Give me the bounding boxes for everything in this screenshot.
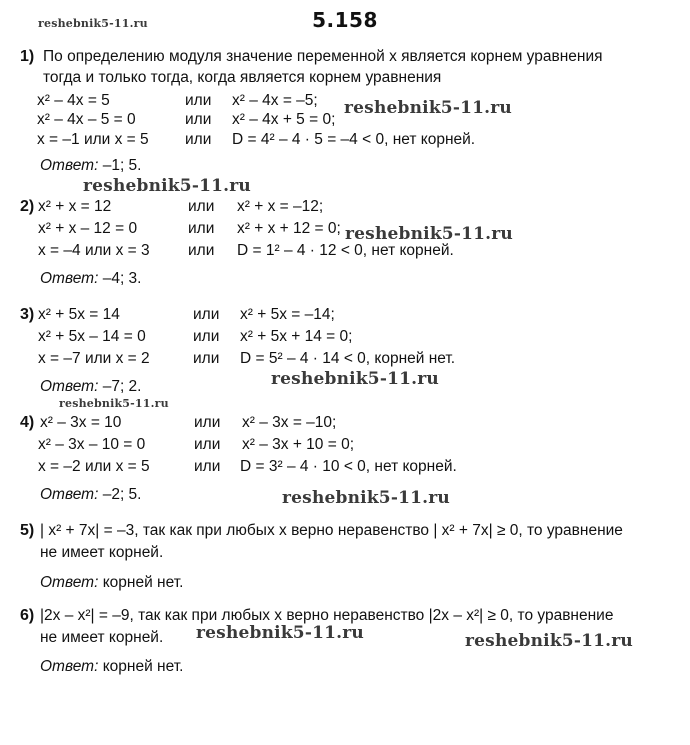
item-number: 6) [20, 607, 35, 624]
roots: x = –7 или x = 2 [38, 350, 150, 367]
problem-number: 5.158 [312, 8, 378, 32]
answer-label: Ответ: [40, 270, 99, 287]
equation: x² + 5x = 14 [38, 306, 120, 323]
answer-line [40, 486, 141, 504]
equation: x² – 4x + 5 = 0; [232, 111, 336, 128]
statement-line: не имеет корней. [40, 629, 164, 646]
item-number: 5) [20, 522, 35, 539]
watermark: reshebnik5-11.ru [344, 98, 512, 118]
watermark: reshebnik5-11.ru [83, 176, 251, 196]
equation: x² – 3x = 10 [40, 414, 122, 431]
equation: x² – 4x = 5 [37, 92, 110, 109]
item-number: 3) [20, 306, 35, 323]
or-word: или [185, 92, 212, 109]
answer-label: Ответ: [40, 157, 99, 174]
answer-value: корней нет. [102, 658, 184, 675]
or-word: или [188, 220, 215, 237]
or-word: или [193, 306, 220, 323]
equation: x² + x – 12 = 0 [38, 220, 138, 237]
or-word: или [188, 242, 215, 259]
or-word: или [185, 131, 212, 148]
answer-line [40, 270, 141, 288]
roots: x = –2 или x = 5 [38, 458, 150, 475]
answer-label: Ответ: [40, 378, 99, 395]
answer-value: –7; 2. [102, 378, 142, 395]
watermark: reshebnik5-11.ru [465, 631, 633, 651]
item-number: 4) [20, 414, 35, 431]
equation: x² – 4x = –5; [232, 92, 318, 109]
watermark: reshebnik5-11.ru [282, 488, 450, 508]
or-word: или [193, 350, 220, 367]
answer-label: Ответ: [40, 574, 99, 591]
intro-line: тогда и только тогда, когда является корнем уравнения [43, 69, 442, 86]
answer-line [40, 378, 141, 396]
equation: x² + 5x – 14 = 0 [38, 328, 146, 345]
or-word: или [194, 436, 221, 453]
answer-value: корней нет. [102, 574, 184, 591]
or-word: или [193, 328, 220, 345]
watermark: reshebnik5-11.ru [271, 369, 439, 389]
roots: x = –4 или x = 3 [38, 242, 150, 259]
answer-value: –1; 5. [102, 157, 142, 174]
equation: x² + x + 12 = 0; [237, 220, 341, 237]
answer-line [40, 157, 141, 175]
equation: x² – 3x – 10 = 0 [38, 436, 146, 453]
or-word: или [185, 111, 212, 128]
answer-value: –2; 5. [102, 486, 142, 503]
watermark: reshebnik5-11.ru [38, 17, 148, 30]
intro-line: По определению модуля значение переменной x является корнем уравнения [43, 48, 603, 65]
statement-line: |2x – x²| = –9, так как при любых x верно неравенство |2x – x²| ≥ 0, то уравнение [40, 607, 614, 624]
or-word: или [194, 414, 221, 431]
equation: x² – 3x = –10; [242, 414, 337, 431]
discriminant: D = 5² – 4 · 14 < 0, корней нет. [240, 350, 456, 367]
discriminant: D = 4² – 4 · 5 = –4 < 0, нет корней. [232, 131, 476, 148]
answer-label: Ответ: [40, 486, 99, 503]
equation: x² + x = –12; [237, 198, 324, 215]
answer-label: Ответ: [40, 658, 99, 675]
equation: x² + 5x + 14 = 0; [240, 328, 353, 345]
item-number: 2) [20, 198, 35, 215]
equation: x² + x = 12 [38, 198, 112, 215]
or-word: или [194, 458, 221, 475]
statement-line: не имеет корней. [40, 544, 164, 561]
or-word: или [188, 198, 215, 215]
item-number: 1) [20, 48, 35, 65]
answer-value: –4; 3. [102, 270, 142, 287]
watermark: reshebnik5-11.ru [345, 224, 513, 244]
discriminant: D = 1² – 4 · 12 < 0, нет корней. [237, 242, 454, 259]
watermark: reshebnik5-11.ru [196, 623, 364, 643]
answer-line [40, 574, 183, 592]
roots: x = –1 или x = 5 [37, 131, 149, 148]
discriminant: D = 3² – 4 · 10 < 0, нет корней. [240, 458, 457, 475]
equation: x² – 4x – 5 = 0 [37, 111, 136, 128]
equation: x² + 5x = –14; [240, 306, 335, 323]
equation: x² – 3x + 10 = 0; [242, 436, 355, 453]
statement-line: | x² + 7x| = –3, так как при любых x верно неравенство | x² + 7x| ≥ 0, то уравнение [40, 522, 623, 539]
answer-line [40, 658, 183, 676]
watermark: reshebnik5-11.ru [59, 397, 169, 410]
